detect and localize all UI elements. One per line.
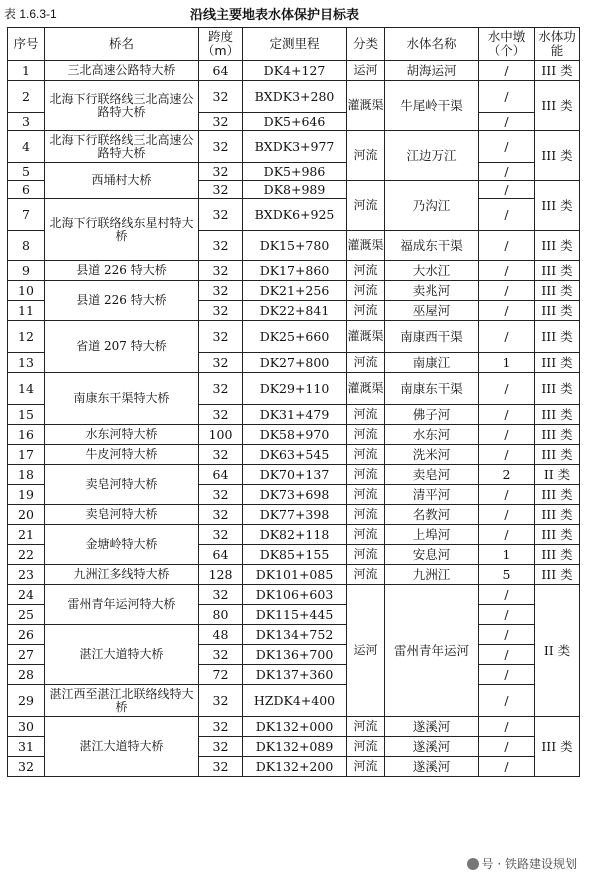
cell-index: 14 [8, 373, 45, 405]
cell-span: 128 [199, 565, 243, 585]
cell-index: 23 [8, 565, 45, 585]
cell-category: 河流 [347, 261, 385, 281]
cell-category: 河流 [347, 757, 385, 777]
cell-bridge-name: 湛江大道特大桥 [45, 625, 199, 685]
cell-piers: / [479, 199, 535, 231]
cell-mileage: DK25+660 [243, 321, 347, 353]
cell-function: II 类 [535, 465, 580, 485]
cell-piers: / [479, 717, 535, 737]
cell-span: 32 [199, 737, 243, 757]
cell-piers: / [479, 113, 535, 131]
table-number: 表 1.6.3-1 [4, 7, 57, 21]
cell-index: 11 [8, 301, 45, 321]
cell-water-name: 南康东干渠 [385, 373, 479, 405]
cell-water-name: 江边万江 [385, 131, 479, 181]
cell-index: 4 [8, 131, 45, 163]
cell-bridge-name: 北海下行联络线东星村特大桥 [45, 199, 199, 261]
cell-span: 80 [199, 605, 243, 625]
cell-mileage: DK132+200 [243, 757, 347, 777]
cell-span: 32 [199, 445, 243, 465]
cell-water-name: 洗米河 [385, 445, 479, 465]
cell-index: 6 [8, 181, 45, 199]
cell-category: 河流 [347, 565, 385, 585]
cell-category: 灌溉渠 [347, 81, 385, 131]
cell-index: 28 [8, 665, 45, 685]
cell-index: 3 [8, 113, 45, 131]
cell-mileage: DK29+110 [243, 373, 347, 405]
cell-span: 32 [199, 505, 243, 525]
cell-mileage: DK132+000 [243, 717, 347, 737]
cell-piers: / [479, 445, 535, 465]
cell-mileage: DK70+137 [243, 465, 347, 485]
table-row [8, 585, 580, 605]
cell-bridge-name: 水东河特大桥 [45, 425, 199, 445]
cell-piers: 1 [479, 353, 535, 373]
cell-function: III 类 [535, 545, 580, 565]
cell-piers: / [479, 585, 535, 605]
table-row [8, 261, 580, 281]
cell-index: 32 [8, 757, 45, 777]
cell-water-name: 乃沟江 [385, 181, 479, 231]
cell-index: 7 [8, 199, 45, 231]
cell-category: 河流 [347, 525, 385, 545]
cell-water-name: 遂溪河 [385, 737, 479, 757]
cell-bridge-name: 县道 226 特大桥 [45, 281, 199, 321]
cell-index: 26 [8, 625, 45, 645]
cell-span: 32 [199, 645, 243, 665]
cell-water-name: 九洲江 [385, 565, 479, 585]
cell-mileage: BXDK3+977 [243, 131, 347, 163]
cell-mileage: DK58+970 [243, 425, 347, 445]
table-row [8, 685, 580, 717]
cell-span: 48 [199, 625, 243, 645]
header-mileage: 定测里程 [243, 28, 347, 61]
cell-span: 32 [199, 281, 243, 301]
table-row [8, 465, 580, 485]
cell-water-name: 巫屋河 [385, 301, 479, 321]
cell-span: 32 [199, 405, 243, 425]
cell-span: 32 [199, 525, 243, 545]
cell-index: 27 [8, 645, 45, 665]
cell-span: 72 [199, 665, 243, 685]
table-row [8, 625, 580, 645]
header-row [8, 28, 580, 61]
cell-span: 32 [199, 321, 243, 353]
cell-function: III 类 [535, 61, 580, 81]
cell-category: 河流 [347, 131, 385, 181]
cell-index: 21 [8, 525, 45, 545]
cell-piers: / [479, 373, 535, 405]
cell-function: III 类 [535, 717, 580, 777]
cell-water-name: 卖兆河 [385, 281, 479, 301]
cell-mileage: DK31+479 [243, 405, 347, 425]
cell-span: 64 [199, 545, 243, 565]
cell-piers: / [479, 81, 535, 113]
cell-span: 32 [199, 81, 243, 113]
cell-water-name: 南康江 [385, 353, 479, 373]
cell-index: 20 [8, 505, 45, 525]
table-row [8, 61, 580, 81]
header-bridge-name: 桥名 [45, 28, 199, 61]
cell-mileage: DK132+089 [243, 737, 347, 757]
cell-span: 32 [199, 685, 243, 717]
cell-bridge-name: 湛江大道特大桥 [45, 717, 199, 777]
cell-piers: 1 [479, 545, 535, 565]
cell-water-name: 名教河 [385, 505, 479, 525]
cell-mileage: DK21+256 [243, 281, 347, 301]
cell-category: 河流 [347, 425, 385, 445]
cell-bridge-name: 北海下行联络线三北高速公路特大桥 [45, 131, 199, 163]
cell-function: III 类 [535, 445, 580, 465]
cell-function: III 类 [535, 565, 580, 585]
cell-piers: / [479, 737, 535, 757]
cell-category: 灌溉渠 [347, 373, 385, 405]
cell-mileage: DK8+989 [243, 181, 347, 199]
cell-index: 30 [8, 717, 45, 737]
cell-water-name: 雷州青年运河 [385, 585, 479, 717]
table-row [8, 565, 580, 585]
cell-piers: / [479, 163, 535, 181]
wechat-icon [467, 858, 479, 870]
cell-span: 32 [199, 353, 243, 373]
cell-mileage: DK82+118 [243, 525, 347, 545]
cell-span: 64 [199, 61, 243, 81]
cell-span: 32 [199, 717, 243, 737]
cell-water-name: 卖皂河 [385, 465, 479, 485]
cell-mileage: DK17+860 [243, 261, 347, 281]
cell-mileage: HZDK4+400 [243, 685, 347, 717]
table-row [8, 425, 580, 445]
cell-bridge-name: 九洲江多线特大桥 [45, 565, 199, 585]
cell-function: III 类 [535, 353, 580, 373]
cell-piers: / [479, 757, 535, 777]
table-caption [0, 0, 590, 26]
cell-category: 河流 [347, 405, 385, 425]
header-span: 跨度（m） [199, 28, 243, 61]
table-row [8, 321, 580, 353]
cell-piers: / [479, 231, 535, 261]
cell-piers: 5 [479, 565, 535, 585]
cell-span: 32 [199, 131, 243, 163]
cell-span: 32 [199, 485, 243, 505]
cell-mileage: DK115+445 [243, 605, 347, 625]
cell-index: 16 [8, 425, 45, 445]
cell-function: III 类 [535, 321, 580, 353]
cell-index: 13 [8, 353, 45, 373]
cell-piers: / [479, 281, 535, 301]
cell-mileage: DK27+800 [243, 353, 347, 373]
cell-span: 32 [199, 757, 243, 777]
cell-mileage: DK136+700 [243, 645, 347, 665]
cell-span: 32 [199, 373, 243, 405]
cell-mileage: DK4+127 [243, 61, 347, 81]
table-row [8, 525, 580, 545]
cell-water-name: 上埠河 [385, 525, 479, 545]
cell-mileage: BXDK3+280 [243, 81, 347, 113]
cell-index: 22 [8, 545, 45, 565]
cell-function: III 类 [535, 405, 580, 425]
table-row [8, 199, 580, 231]
cell-piers: / [479, 425, 535, 445]
cell-function: III 类 [535, 505, 580, 525]
cell-index: 9 [8, 261, 45, 281]
cell-category: 运河 [347, 61, 385, 81]
cell-index: 2 [8, 81, 45, 113]
source-watermark [464, 855, 580, 872]
cell-piers: / [479, 605, 535, 625]
cell-index: 1 [8, 61, 45, 81]
cell-index: 18 [8, 465, 45, 485]
water-body-protection-table [7, 27, 580, 777]
cell-bridge-name: 南康东干渠特大桥 [45, 373, 199, 425]
cell-mileage: DK106+603 [243, 585, 347, 605]
cell-category: 灌溉渠 [347, 321, 385, 353]
cell-mileage: DK22+841 [243, 301, 347, 321]
cell-span: 32 [199, 113, 243, 131]
cell-water-name: 南康西干渠 [385, 321, 479, 353]
cell-index: 25 [8, 605, 45, 625]
cell-category: 河流 [347, 281, 385, 301]
cell-category: 河流 [347, 737, 385, 757]
cell-mileage: DK63+545 [243, 445, 347, 465]
header-piers: 水中墩（个） [479, 28, 535, 61]
cell-water-name: 佛子河 [385, 405, 479, 425]
table-row [8, 505, 580, 525]
cell-function: III 类 [535, 281, 580, 301]
table-row [8, 131, 580, 163]
cell-bridge-name: 牛皮河特大桥 [45, 445, 199, 465]
cell-piers: / [479, 131, 535, 163]
cell-category: 运河 [347, 585, 385, 717]
cell-category: 河流 [347, 445, 385, 465]
cell-piers: / [479, 181, 535, 199]
cell-function: II 类 [535, 585, 580, 717]
table-row [8, 445, 580, 465]
cell-span: 32 [199, 231, 243, 261]
cell-category: 河流 [347, 485, 385, 505]
table-row [8, 281, 580, 301]
cell-piers: / [479, 665, 535, 685]
cell-piers: 2 [479, 465, 535, 485]
cell-index: 5 [8, 163, 45, 181]
header-index: 序号 [8, 28, 45, 61]
cell-span: 64 [199, 465, 243, 485]
cell-span: 32 [199, 199, 243, 231]
cell-function: III 类 [535, 131, 580, 181]
cell-mileage: DK101+085 [243, 565, 347, 585]
cell-span: 32 [199, 261, 243, 281]
cell-bridge-name: 卖皂河特大桥 [45, 505, 199, 525]
watermark-text: 号 · 铁路建设规划 [481, 857, 577, 871]
cell-index: 29 [8, 685, 45, 717]
cell-mileage: DK15+780 [243, 231, 347, 261]
cell-index: 10 [8, 281, 45, 301]
cell-water-name: 大水江 [385, 261, 479, 281]
table-row [8, 373, 580, 405]
cell-span: 32 [199, 585, 243, 605]
cell-bridge-name: 北海下行联络线三北高速公路特大桥 [45, 81, 199, 131]
cell-function: III 类 [535, 261, 580, 281]
cell-bridge-name: 县道 226 特大桥 [45, 261, 199, 281]
cell-function: III 类 [535, 485, 580, 505]
cell-piers: / [479, 625, 535, 645]
cell-span: 32 [199, 163, 243, 181]
cell-mileage: DK73+698 [243, 485, 347, 505]
cell-piers: / [479, 485, 535, 505]
cell-piers: / [479, 405, 535, 425]
cell-piers: / [479, 685, 535, 717]
cell-bridge-name: 西埇村大桥 [45, 163, 199, 199]
cell-water-name: 遂溪河 [385, 717, 479, 737]
table-row [8, 717, 580, 737]
cell-water-name: 遂溪河 [385, 757, 479, 777]
cell-bridge-name: 省道 207 特大桥 [45, 321, 199, 373]
cell-span: 32 [199, 181, 243, 199]
cell-index: 24 [8, 585, 45, 605]
cell-function: III 类 [535, 231, 580, 261]
cell-mileage: DK134+752 [243, 625, 347, 645]
cell-piers: / [479, 645, 535, 665]
cell-category: 河流 [347, 465, 385, 485]
header-water-name: 水体名称 [385, 28, 479, 61]
cell-piers: / [479, 61, 535, 81]
cell-piers: / [479, 505, 535, 525]
cell-index: 12 [8, 321, 45, 353]
cell-mileage: DK5+646 [243, 113, 347, 131]
cell-function: III 类 [535, 525, 580, 545]
cell-category: 河流 [347, 545, 385, 565]
cell-function: III 类 [535, 181, 580, 231]
cell-function: III 类 [535, 425, 580, 445]
cell-category: 河流 [347, 181, 385, 231]
table-title: 沿线主要地表水体保护目标表 [190, 8, 360, 23]
header-function: 水体功能 [535, 28, 580, 61]
cell-mileage: DK137+360 [243, 665, 347, 685]
cell-span: 100 [199, 425, 243, 445]
cell-bridge-name: 三北高速公路特大桥 [45, 61, 199, 81]
cell-water-name: 安息河 [385, 545, 479, 565]
cell-bridge-name: 湛江西至湛江北联络线特大桥 [45, 685, 199, 717]
cell-index: 31 [8, 737, 45, 757]
cell-index: 8 [8, 231, 45, 261]
cell-function: III 类 [535, 301, 580, 321]
cell-function: III 类 [535, 81, 580, 131]
table-row [8, 163, 580, 181]
cell-category: 河流 [347, 505, 385, 525]
cell-mileage: BXDK6+925 [243, 199, 347, 231]
cell-function: III 类 [535, 373, 580, 405]
cell-category: 河流 [347, 717, 385, 737]
cell-water-name: 胡海运河 [385, 61, 479, 81]
cell-mileage: DK77+398 [243, 505, 347, 525]
table-row [8, 81, 580, 113]
cell-piers: / [479, 301, 535, 321]
cell-piers: / [479, 525, 535, 545]
cell-mileage: DK85+155 [243, 545, 347, 565]
cell-index: 19 [8, 485, 45, 505]
cell-water-name: 水东河 [385, 425, 479, 445]
header-category: 分类 [347, 28, 385, 61]
cell-category: 河流 [347, 353, 385, 373]
cell-water-name: 清平河 [385, 485, 479, 505]
cell-water-name: 牛尾岭干渠 [385, 81, 479, 131]
cell-piers: / [479, 261, 535, 281]
cell-category: 灌溉渠 [347, 231, 385, 261]
cell-bridge-name: 卖皂河特大桥 [45, 465, 199, 505]
cell-piers: / [479, 321, 535, 353]
cell-bridge-name: 雷州青年运河特大桥 [45, 585, 199, 625]
cell-category: 河流 [347, 301, 385, 321]
cell-mileage: DK5+986 [243, 163, 347, 181]
cell-bridge-name: 金塘岭特大桥 [45, 525, 199, 565]
cell-index: 15 [8, 405, 45, 425]
cell-span: 32 [199, 301, 243, 321]
cell-index: 17 [8, 445, 45, 465]
cell-water-name: 福成东干渠 [385, 231, 479, 261]
